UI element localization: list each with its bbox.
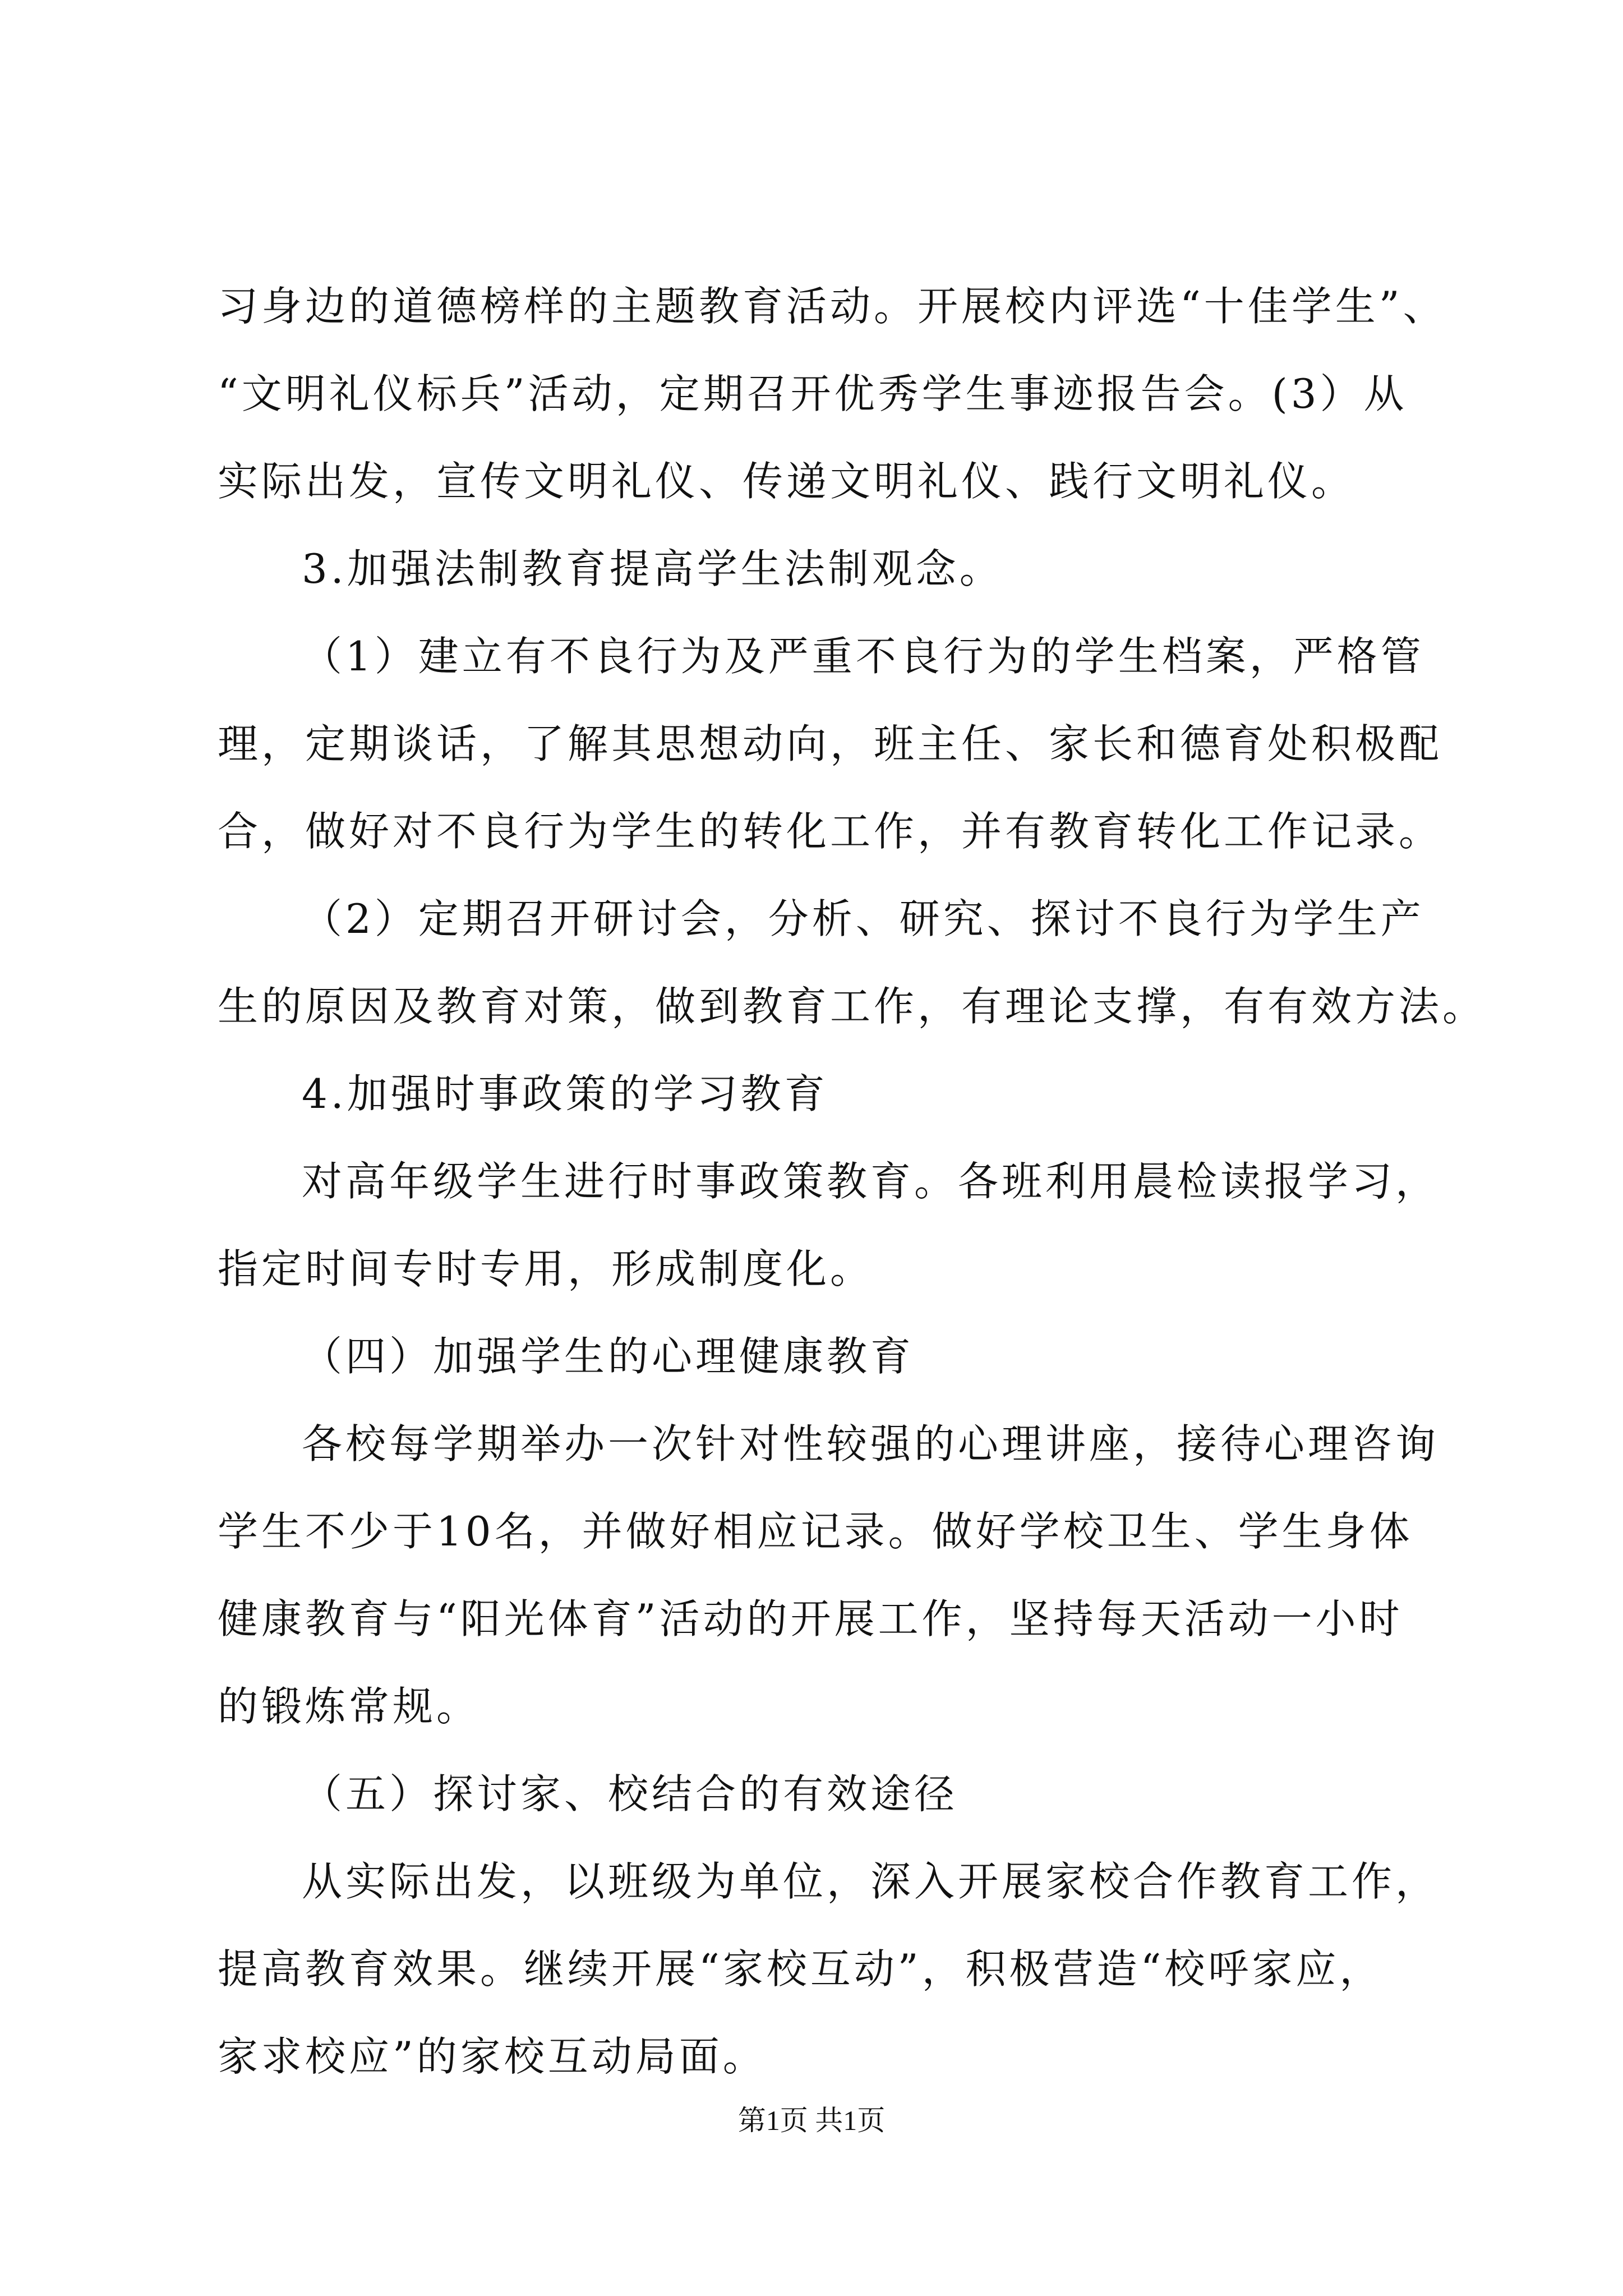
text-line: 实际出发，宣传文明礼仪、传递文明礼仪、践行文明礼仪。 <box>218 458 1355 505</box>
text-line: 对高年级学生进行时事政策教育。各班利用晨检读报学习， <box>302 1158 1440 1205</box>
text-line: “文明礼仪标兵”活动，定期召开优秀学生事迹报告会。(3）从 <box>218 370 1408 417</box>
text-line: 各校每学期举办一次针对性较强的心理讲座，接待心理咨询 <box>302 1420 1440 1467</box>
text-line: 指定时间专时专用，形成制度化。 <box>218 1245 874 1292</box>
document-body <box>218 263 1487 2100</box>
text-line: （2）定期召开研讨会，分析、研究、探讨不良行为学生产 <box>302 895 1424 942</box>
text-line: （1）建立有不良行为及严重不良行为的学生档案，严格管 <box>302 633 1424 680</box>
text-line: 家求校应”的家校互动局面。 <box>218 2033 767 2080</box>
page-footer <box>0 2101 1623 2140</box>
text-line: 的锻炼常规。 <box>218 1683 481 1730</box>
text-line: 提高教育效果。继续开展“家校互动”，积极营造“校呼家应， <box>218 1945 1384 1993</box>
text-line: 生的原因及教育对策，做到教育工作，有理论支撑，有有效方法。 <box>218 983 1487 1030</box>
section-heading: 3.加强法制教育提高学生法制观念。 <box>302 545 1003 592</box>
text-line: 习身边的道德榜样的主题教育活动。开展校内评选“十佳学生”、 <box>218 283 1447 330</box>
text-line: 从实际出发，以班级为单位，深入开展家校合作教育工作， <box>302 1858 1440 1905</box>
section-heading: （四）加强学生的心理健康教育 <box>302 1333 915 1380</box>
section-heading: 4.加强时事政策的学习教育 <box>302 1070 828 1117</box>
text-line: 理，定期谈话，了解其思想动向，班主任、家长和德育处积极配 <box>218 720 1443 767</box>
section-heading: （五）探讨家、校结合的有效途径 <box>302 1770 958 1818</box>
text-line: 学生不少于10名，并做好相应记录。做好学校卫生、学生身体 <box>218 1508 1413 1555</box>
text-line: 健康教育与“阳光体育”活动的开展工作，坚持每天活动一小时 <box>218 1595 1403 1642</box>
page-number-label: 第1页 共1页 <box>737 2105 886 2136</box>
text-line: 合，做好对不良行为学生的转化工作，并有教育转化工作记录。 <box>218 808 1443 855</box>
